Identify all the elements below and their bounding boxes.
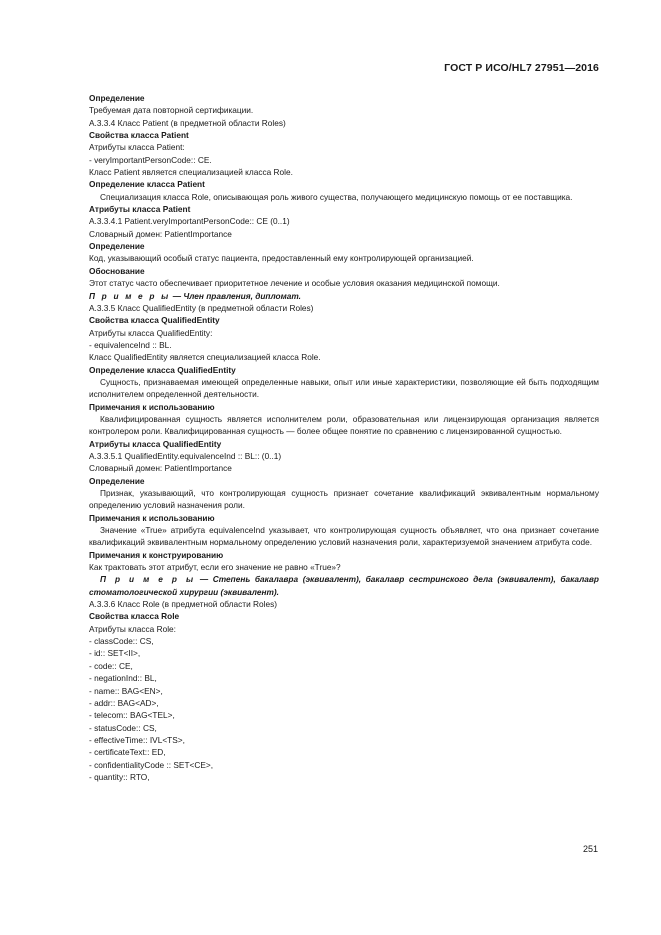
- list-item: - quantity:: RTO,: [89, 771, 150, 782]
- example-label: П р и м е р ы: [89, 290, 171, 301]
- heading: Атрибуты класса QualifiedEntity: [89, 438, 222, 449]
- list-item: - confidentialityCode :: SET<CE>,: [89, 759, 214, 770]
- heading: Определение класса QualifiedEntity: [89, 364, 236, 375]
- section-title: А.3.3.5.1 QualifiedEntity.equivalenceInd :: BL:: (0..1): [89, 450, 282, 461]
- heading: Примечания к использованию: [89, 401, 215, 412]
- section-title: А.3.3.4.1 Patient.veryImportantPersonCode:: CE (0..1): [89, 216, 290, 227]
- heading: Обоснование: [89, 265, 145, 276]
- list-item: - effectiveTime:: IVL<TS>,: [89, 734, 185, 745]
- page-number: 251: [582, 844, 598, 854]
- heading: Свойства класса Role: [89, 611, 180, 622]
- list-item: - code:: CE,: [89, 660, 133, 671]
- heading: Примечания к использованию: [89, 512, 215, 523]
- paragraph: Код, указывающий особый статус пациента, предоставленный ему контролирующей организацией.: [89, 253, 474, 264]
- section-title: А.3.3.4 Класс Patient (в предметной области Roles): [89, 117, 286, 128]
- heading-definition: Определение: [89, 93, 145, 103]
- section-title: А.3.3.6 Класс Role (в предметной области Roles): [89, 599, 278, 610]
- heading: Определение: [89, 475, 145, 486]
- paragraph: Атрибуты класса Patient:: [89, 142, 185, 153]
- heading: Атрибуты класса Patient: [89, 204, 191, 215]
- list-item: - equivalenceInd :: BL.: [89, 339, 172, 350]
- paragraph: Атрибуты класса QualifiedEntity:: [89, 327, 213, 338]
- list-item: - addr:: BAG<AD>,: [89, 697, 159, 708]
- paragraph: Сущность, признаваемая имеющей определенные навыки, опыт или иные характеристики, позволяющие ей быть подходящим исполнителем определенной деятельности.: [89, 376, 599, 400]
- heading: Определение класса Patient: [89, 179, 205, 190]
- example-note: [89, 573, 599, 598]
- paragraph: Словарный домен: PatientImportance: [89, 463, 232, 474]
- example-label: П р и м е р ы: [100, 574, 196, 585]
- page-content: [89, 92, 599, 783]
- list-item: - telecom:: BAG<TEL>,: [89, 710, 175, 721]
- heading: Свойства класса QualifiedEntity: [89, 315, 220, 326]
- document-header: ГОСТ Р ИСО/HL7 27951—2016: [444, 62, 599, 74]
- section-title: А.3.3.5 Класс QualifiedEntity (в предметной области Roles): [89, 302, 314, 313]
- paragraph: Квалифицированная сущность является исполнителем роли, образовательная или лицензирующая организация является контролером роли. Квалифицированная сущность — более общее понятие по сравнению с лицензированной сущностью.: [89, 413, 599, 437]
- example-text: — Степень бакалавра (эквивалент), бакалавр сестринского дела (эквивалент), бакалавр стоматологической хирургии (эквивалент).: [89, 574, 599, 597]
- list-item: - veryImportantPersonCode:: CE.: [89, 154, 212, 165]
- list-item: - certificateText:: ED,: [89, 747, 166, 758]
- list-item: - id:: SET<II>,: [89, 648, 141, 659]
- paragraph: Требуемая дата повторной сертификации.: [89, 105, 254, 116]
- paragraph: Признак, указывающий, что контролирующая сущность признает сочетание квалификаций эквивалентным нормальному определению условий назначения роли.: [89, 488, 599, 511]
- heading: Примечания к конструированию: [89, 549, 224, 560]
- paragraph: Специализация класса Role, описывающая роль живого существа, получающего медицинскую помощь от ее поставщика.: [100, 191, 573, 202]
- paragraph: Значение «True» атрибута equivalenceInd указывает, что контролирующая сущность объявляет, что она признает сочетание квалификаций эквивалентным нормальному определению условий назначения роли, характеризуемой значением атрибута code.: [89, 525, 599, 548]
- paragraph: Как трактовать этот атрибут, если его значение не равно «True»?: [89, 562, 341, 573]
- paragraph: Этот статус часто обеспечивает приоритетное лечение и особые условия оказания медицинской помощи.: [89, 278, 500, 289]
- paragraph: Класс QualifiedEntity является специализацией класса Role.: [89, 352, 321, 363]
- list-item: - name:: BAG<EN>,: [89, 685, 163, 696]
- list-item: - classCode:: CS,: [89, 636, 154, 647]
- paragraph: Атрибуты класса Role:: [89, 623, 176, 634]
- list-item: - negationInd:: BL,: [89, 673, 157, 684]
- example-text: — Член правления, дипломат.: [170, 290, 301, 301]
- list-item: - statusCode:: CS,: [89, 722, 157, 733]
- paragraph: Класс Patient является специализацией класса Role.: [89, 167, 293, 178]
- example-note: [89, 290, 599, 302]
- paragraph: Словарный домен: PatientImportance: [89, 228, 232, 239]
- heading: Свойства класса Patient: [89, 130, 189, 141]
- heading: Определение: [89, 241, 145, 252]
